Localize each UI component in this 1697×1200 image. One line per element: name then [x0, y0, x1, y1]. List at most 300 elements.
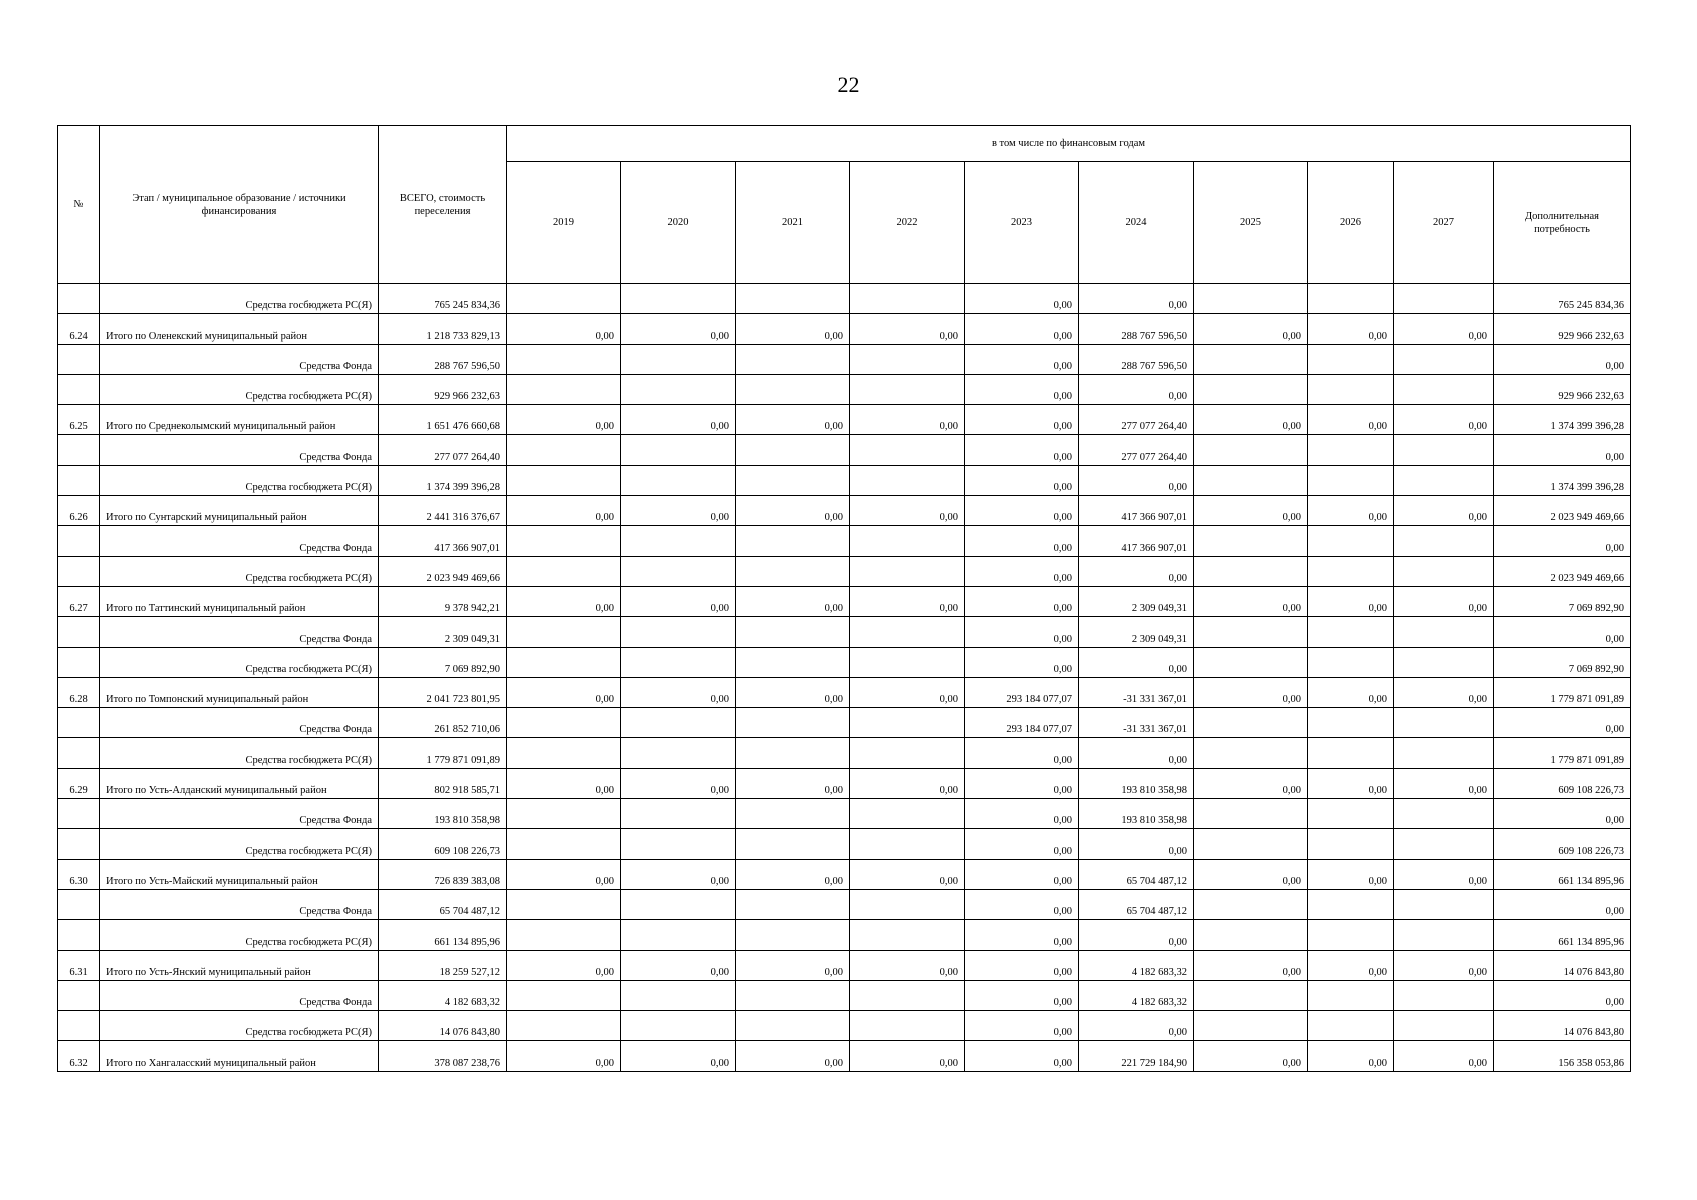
year-value-cell: 0,00 [965, 496, 1079, 526]
row-label: Итого по Таттинский муниципальный район [100, 586, 379, 616]
total-cell: 9 378 942,21 [379, 586, 507, 616]
row-label: Средства госбюджета РС(Я) [100, 465, 379, 495]
funding-source-row [58, 617, 1631, 647]
extra-need-cell: 7 069 892,90 [1494, 647, 1631, 677]
year-value-cell [507, 284, 621, 314]
year-value-cell [1394, 647, 1494, 677]
total-cell: 1 374 399 396,28 [379, 465, 507, 495]
year-value-cell: 0,00 [1394, 314, 1494, 344]
extra-need-cell: 0,00 [1494, 435, 1631, 465]
year-value-cell [850, 374, 965, 404]
year-value-cell: 0,00 [965, 889, 1079, 919]
total-cell: 2 309 049,31 [379, 617, 507, 647]
year-value-cell [850, 889, 965, 919]
year-value-cell: 0,00 [965, 859, 1079, 889]
funding-source-row [58, 374, 1631, 404]
year-value-cell [507, 889, 621, 919]
table-body [58, 284, 1631, 1072]
header-year: 2023 [965, 162, 1079, 284]
row-number: 6.31 [58, 950, 100, 980]
year-value-cell [621, 526, 736, 556]
year-value-cell: 0,00 [507, 677, 621, 707]
year-value-cell [1308, 1011, 1394, 1041]
row-number [58, 435, 100, 465]
year-value-cell: 0,00 [736, 314, 850, 344]
year-value-cell: 0,00 [965, 738, 1079, 768]
year-value-cell: 0,00 [1194, 405, 1308, 435]
year-value-cell [1308, 920, 1394, 950]
extra-need-cell: 0,00 [1494, 889, 1631, 919]
year-value-cell [621, 920, 736, 950]
total-cell: 277 077 264,40 [379, 435, 507, 465]
year-value-cell [1194, 374, 1308, 404]
row-label: Средства госбюджета РС(Я) [100, 374, 379, 404]
year-value-cell [621, 374, 736, 404]
year-value-cell: 65 704 487,12 [1079, 889, 1194, 919]
row-label: Средства Фонда [100, 617, 379, 647]
row-number [58, 617, 100, 647]
row-number: 6.26 [58, 496, 100, 526]
header-year: 2019 [507, 162, 621, 284]
row-number [58, 1011, 100, 1041]
year-value-cell: 0,00 [850, 314, 965, 344]
year-value-cell [621, 344, 736, 374]
row-number: 6.28 [58, 677, 100, 707]
year-value-cell [507, 344, 621, 374]
year-value-cell [1194, 708, 1308, 738]
row-number [58, 374, 100, 404]
row-label: Итого по Усть-Янский муниципальный район [100, 950, 379, 980]
funding-source-row [58, 284, 1631, 314]
row-number [58, 708, 100, 738]
total-cell: 661 134 895,96 [379, 920, 507, 950]
year-value-cell [621, 284, 736, 314]
year-value-cell: 65 704 487,12 [1079, 859, 1194, 889]
year-value-cell [1308, 889, 1394, 919]
funding-source-row [58, 647, 1631, 677]
year-value-cell: 0,00 [965, 617, 1079, 647]
row-label: Средства госбюджета РС(Я) [100, 829, 379, 859]
year-value-cell: 417 366 907,01 [1079, 526, 1194, 556]
district-total-row [58, 677, 1631, 707]
funding-source-row [58, 980, 1631, 1010]
year-value-cell: 221 729 184,90 [1079, 1041, 1194, 1071]
year-value-cell: 293 184 077,07 [965, 677, 1079, 707]
year-value-cell [507, 374, 621, 404]
year-value-cell [507, 435, 621, 465]
year-value-cell: 0,00 [736, 1041, 850, 1071]
year-value-cell: 0,00 [1079, 738, 1194, 768]
year-value-cell: 0,00 [736, 586, 850, 616]
total-cell: 288 767 596,50 [379, 344, 507, 374]
year-value-cell: 0,00 [507, 496, 621, 526]
row-label: Средства госбюджета РС(Я) [100, 556, 379, 586]
year-value-cell: 0,00 [850, 677, 965, 707]
year-value-cell [1394, 829, 1494, 859]
extra-need-cell: 661 134 895,96 [1494, 859, 1631, 889]
extra-need-cell: 1 374 399 396,28 [1494, 405, 1631, 435]
year-value-cell [1308, 556, 1394, 586]
year-value-cell: 0,00 [965, 980, 1079, 1010]
year-value-cell [736, 738, 850, 768]
row-number: 6.32 [58, 1041, 100, 1071]
year-value-cell: 0,00 [507, 314, 621, 344]
row-number [58, 829, 100, 859]
year-value-cell [736, 829, 850, 859]
year-value-cell [1394, 920, 1494, 950]
total-cell: 2 441 316 376,67 [379, 496, 507, 526]
total-cell: 4 182 683,32 [379, 980, 507, 1010]
row-number [58, 465, 100, 495]
year-value-cell: 0,00 [850, 768, 965, 798]
year-value-cell [507, 738, 621, 768]
district-total-row [58, 950, 1631, 980]
row-label: Средства госбюджета РС(Я) [100, 1011, 379, 1041]
header-year: 2022 [850, 162, 965, 284]
extra-need-cell: 929 966 232,63 [1494, 374, 1631, 404]
year-value-cell: 0,00 [621, 586, 736, 616]
row-number [58, 284, 100, 314]
year-value-cell [1394, 889, 1494, 919]
year-value-cell: 0,00 [621, 1041, 736, 1071]
total-cell: 609 108 226,73 [379, 829, 507, 859]
funding-source-row [58, 1011, 1631, 1041]
year-value-cell: 0,00 [1194, 496, 1308, 526]
year-value-cell [1394, 1011, 1494, 1041]
total-cell: 14 076 843,80 [379, 1011, 507, 1041]
year-value-cell [1194, 980, 1308, 1010]
total-cell: 18 259 527,12 [379, 950, 507, 980]
extra-need-cell: 1 779 871 091,89 [1494, 738, 1631, 768]
year-value-cell: 0,00 [850, 496, 965, 526]
year-value-cell [621, 799, 736, 829]
total-cell: 1 779 871 091,89 [379, 738, 507, 768]
funding-source-row [58, 526, 1631, 556]
row-label: Итого по Среднеколымский муниципальный район [100, 405, 379, 435]
extra-need-cell: 14 076 843,80 [1494, 950, 1631, 980]
year-value-cell: 0,00 [965, 435, 1079, 465]
year-value-cell [1394, 799, 1494, 829]
year-value-cell: 0,00 [1079, 374, 1194, 404]
year-value-cell [1394, 344, 1494, 374]
year-value-cell [850, 738, 965, 768]
year-value-cell: 0,00 [621, 314, 736, 344]
row-label: Итого по Усть-Алданский муниципальный район [100, 768, 379, 798]
year-value-cell: 0,00 [507, 950, 621, 980]
year-value-cell [621, 556, 736, 586]
year-value-cell: 0,00 [1394, 1041, 1494, 1071]
year-value-cell [1194, 344, 1308, 374]
year-value-cell: 0,00 [1394, 496, 1494, 526]
year-value-cell [1194, 829, 1308, 859]
year-value-cell [507, 465, 621, 495]
funding-source-row [58, 889, 1631, 919]
year-value-cell [1394, 617, 1494, 647]
row-label: Средства Фонда [100, 526, 379, 556]
funding-source-row [58, 829, 1631, 859]
row-number [58, 889, 100, 919]
district-total-row [58, 768, 1631, 798]
row-label: Итого по Оленекский муниципальный район [100, 314, 379, 344]
row-label: Средства госбюджета РС(Я) [100, 284, 379, 314]
row-label: Итого по Хангаласский муниципальный район [100, 1041, 379, 1071]
year-value-cell: 0,00 [1308, 768, 1394, 798]
funding-source-row [58, 920, 1631, 950]
year-value-cell [1194, 526, 1308, 556]
year-value-cell: 0,00 [1079, 1011, 1194, 1041]
year-value-cell [1308, 374, 1394, 404]
year-value-cell [850, 799, 965, 829]
year-value-cell: 277 077 264,40 [1079, 435, 1194, 465]
year-value-cell: -31 331 367,01 [1079, 677, 1194, 707]
funding-source-row [58, 556, 1631, 586]
header-year: 2020 [621, 162, 736, 284]
year-value-cell [1308, 829, 1394, 859]
year-value-cell [1308, 799, 1394, 829]
row-label: Средства Фонда [100, 708, 379, 738]
year-value-cell [736, 374, 850, 404]
table-header [58, 126, 1631, 284]
row-label: Средства Фонда [100, 344, 379, 374]
year-value-cell: 288 767 596,50 [1079, 314, 1194, 344]
year-value-cell [736, 435, 850, 465]
year-value-cell: 0,00 [965, 799, 1079, 829]
total-cell: 417 366 907,01 [379, 526, 507, 556]
row-label: Средства Фонда [100, 889, 379, 919]
year-value-cell: 0,00 [1194, 768, 1308, 798]
year-value-cell [736, 284, 850, 314]
extra-need-cell: 14 076 843,80 [1494, 1011, 1631, 1041]
year-value-cell: 0,00 [1194, 586, 1308, 616]
header-no: № [58, 126, 100, 284]
year-value-cell [507, 617, 621, 647]
header-total: ВСЕГО, стоимость переселения [379, 126, 507, 284]
year-value-cell: 0,00 [1394, 405, 1494, 435]
year-value-cell: 0,00 [1308, 496, 1394, 526]
year-value-cell: 0,00 [965, 768, 1079, 798]
funding-source-row [58, 799, 1631, 829]
year-value-cell: 4 182 683,32 [1079, 980, 1194, 1010]
year-value-cell: 0,00 [1079, 920, 1194, 950]
year-value-cell [850, 1011, 965, 1041]
year-value-cell: 0,00 [1308, 1041, 1394, 1071]
year-value-cell [1394, 374, 1494, 404]
year-value-cell [1194, 647, 1308, 677]
year-value-cell [1308, 617, 1394, 647]
total-cell: 2 041 723 801,95 [379, 677, 507, 707]
extra-need-cell: 2 023 949 469,66 [1494, 496, 1631, 526]
row-number [58, 556, 100, 586]
year-value-cell [621, 980, 736, 1010]
year-value-cell [850, 647, 965, 677]
year-value-cell: 0,00 [621, 859, 736, 889]
year-value-cell: 0,00 [1194, 859, 1308, 889]
year-value-cell [850, 465, 965, 495]
year-value-cell [1194, 617, 1308, 647]
year-value-cell [736, 617, 850, 647]
total-cell: 261 852 710,06 [379, 708, 507, 738]
year-value-cell [621, 708, 736, 738]
extra-need-cell: 0,00 [1494, 980, 1631, 1010]
year-value-cell: 0,00 [965, 586, 1079, 616]
row-number [58, 647, 100, 677]
year-value-cell: 0,00 [965, 647, 1079, 677]
year-value-cell [850, 284, 965, 314]
year-value-cell [736, 799, 850, 829]
year-value-cell: 0,00 [1194, 950, 1308, 980]
district-total-row [58, 586, 1631, 616]
year-value-cell [850, 617, 965, 647]
year-value-cell: 0,00 [1308, 314, 1394, 344]
year-value-cell: 0,00 [1394, 859, 1494, 889]
year-value-cell: 0,00 [736, 405, 850, 435]
year-value-cell: 0,00 [1308, 586, 1394, 616]
row-number: 6.25 [58, 405, 100, 435]
year-value-cell: 193 810 358,98 [1079, 799, 1194, 829]
year-value-cell: 0,00 [621, 950, 736, 980]
year-value-cell [736, 980, 850, 1010]
year-value-cell: 0,00 [736, 859, 850, 889]
year-value-cell [736, 920, 850, 950]
year-value-cell [1308, 647, 1394, 677]
year-value-cell: 0,00 [850, 859, 965, 889]
year-value-cell: 0,00 [1394, 950, 1494, 980]
row-number: 6.30 [58, 859, 100, 889]
year-value-cell [1394, 980, 1494, 1010]
total-cell: 929 966 232,63 [379, 374, 507, 404]
year-value-cell: 0,00 [965, 405, 1079, 435]
total-cell: 65 704 487,12 [379, 889, 507, 919]
row-number [58, 799, 100, 829]
row-label: Итого по Усть-Майский муниципальный район [100, 859, 379, 889]
year-value-cell: 0,00 [1308, 405, 1394, 435]
header-extra: Дополнительная потребность [1494, 162, 1631, 284]
year-value-cell: 2 309 049,31 [1079, 586, 1194, 616]
year-value-cell [1194, 738, 1308, 768]
row-label: Итого по Сунтарский муниципальный район [100, 496, 379, 526]
year-value-cell [621, 1011, 736, 1041]
year-value-cell: 277 077 264,40 [1079, 405, 1194, 435]
year-value-cell: 0,00 [736, 950, 850, 980]
year-value-cell [736, 526, 850, 556]
funding-source-row [58, 465, 1631, 495]
year-value-cell [1308, 344, 1394, 374]
extra-need-cell: 0,00 [1494, 708, 1631, 738]
year-value-cell: 0,00 [965, 465, 1079, 495]
extra-need-cell: 1 374 399 396,28 [1494, 465, 1631, 495]
district-total-row [58, 1041, 1631, 1071]
header-year: 2024 [1079, 162, 1194, 284]
row-number: 6.24 [58, 314, 100, 344]
year-value-cell [621, 647, 736, 677]
year-value-cell: 0,00 [965, 920, 1079, 950]
total-cell: 765 245 834,36 [379, 284, 507, 314]
funding-source-row [58, 344, 1631, 374]
year-value-cell: 0,00 [965, 829, 1079, 859]
year-value-cell [1194, 284, 1308, 314]
year-value-cell: 0,00 [507, 1041, 621, 1071]
row-number: 6.29 [58, 768, 100, 798]
year-value-cell: 0,00 [1394, 768, 1494, 798]
row-label: Итого по Томпонский муниципальный район [100, 677, 379, 707]
year-value-cell: 0,00 [965, 1011, 1079, 1041]
year-value-cell: 0,00 [736, 496, 850, 526]
year-value-cell [1308, 526, 1394, 556]
header-year: 2026 [1308, 162, 1394, 284]
year-value-cell [621, 829, 736, 859]
year-value-cell: 0,00 [850, 405, 965, 435]
year-value-cell [1194, 920, 1308, 950]
year-value-cell [1194, 435, 1308, 465]
year-value-cell: 288 767 596,50 [1079, 344, 1194, 374]
year-value-cell: 417 366 907,01 [1079, 496, 1194, 526]
year-value-cell [621, 435, 736, 465]
year-value-cell: 0,00 [621, 768, 736, 798]
year-value-cell: 0,00 [1308, 677, 1394, 707]
year-value-cell [507, 526, 621, 556]
year-value-cell [850, 526, 965, 556]
year-value-cell [850, 829, 965, 859]
year-value-cell [850, 920, 965, 950]
year-value-cell: 0,00 [965, 284, 1079, 314]
header-name: Этап / муниципальное образование / источники финансирования [100, 126, 379, 284]
year-value-cell: 0,00 [850, 1041, 965, 1071]
year-value-cell: 0,00 [621, 677, 736, 707]
extra-need-cell: 661 134 895,96 [1494, 920, 1631, 950]
year-value-cell [507, 647, 621, 677]
year-value-cell [1308, 708, 1394, 738]
year-value-cell: 0,00 [621, 496, 736, 526]
total-cell: 193 810 358,98 [379, 799, 507, 829]
total-cell: 1 651 476 660,68 [379, 405, 507, 435]
total-cell: 1 218 733 829,13 [379, 314, 507, 344]
year-value-cell: 0,00 [507, 405, 621, 435]
row-number [58, 344, 100, 374]
year-value-cell: 0,00 [1079, 465, 1194, 495]
year-value-cell: 0,00 [1194, 314, 1308, 344]
year-value-cell [1308, 435, 1394, 465]
extra-need-cell: 929 966 232,63 [1494, 314, 1631, 344]
row-number [58, 526, 100, 556]
year-value-cell [736, 889, 850, 919]
row-label: Средства госбюджета РС(Я) [100, 647, 379, 677]
year-value-cell [1194, 799, 1308, 829]
year-value-cell [1394, 526, 1494, 556]
year-value-cell [1194, 465, 1308, 495]
year-value-cell [736, 556, 850, 586]
year-value-cell: 0,00 [965, 526, 1079, 556]
year-value-cell: 0,00 [1308, 859, 1394, 889]
extra-need-cell: 0,00 [1494, 799, 1631, 829]
year-value-cell: 0,00 [965, 556, 1079, 586]
year-value-cell: 293 184 077,07 [965, 708, 1079, 738]
extra-need-cell: 1 779 871 091,89 [1494, 677, 1631, 707]
year-value-cell [736, 1011, 850, 1041]
year-value-cell [1394, 284, 1494, 314]
year-value-cell: 0,00 [1079, 284, 1194, 314]
district-total-row [58, 496, 1631, 526]
year-value-cell [850, 980, 965, 1010]
year-value-cell: 0,00 [965, 344, 1079, 374]
extra-need-cell: 0,00 [1494, 526, 1631, 556]
year-value-cell: 0,00 [1194, 677, 1308, 707]
row-number [58, 980, 100, 1010]
extra-need-cell: 609 108 226,73 [1494, 829, 1631, 859]
year-value-cell [1308, 980, 1394, 1010]
year-value-cell [1308, 284, 1394, 314]
district-total-row [58, 859, 1631, 889]
year-value-cell [507, 799, 621, 829]
